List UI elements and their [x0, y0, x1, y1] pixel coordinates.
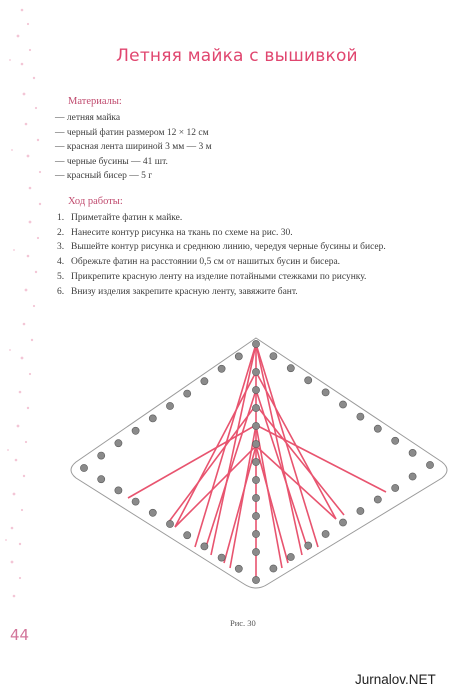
- step-text: Прикрепите красную ленту на изделие потайными стежками по рисунку.: [71, 271, 367, 282]
- bead: [322, 389, 329, 396]
- bead: [235, 353, 242, 360]
- ribbon-line: [256, 344, 318, 547]
- bead: [252, 494, 259, 501]
- materials-item: — летняя майка: [55, 113, 121, 123]
- ribbon-line: [256, 446, 288, 563]
- bead: [218, 365, 225, 372]
- bead: [339, 401, 346, 408]
- bead: [270, 353, 277, 360]
- ribbon-line: [168, 405, 256, 523]
- bead: [98, 476, 105, 483]
- bead: [252, 368, 259, 375]
- bead: [252, 422, 259, 429]
- watermark: Jurnalov.NET: [355, 672, 436, 687]
- step-text: Обрежьте фатин на расстоянии 0,5 см от нашитых бусин и бисера.: [71, 257, 341, 268]
- bead: [409, 473, 416, 480]
- bead: [252, 530, 259, 537]
- ribbon-line: [211, 344, 256, 555]
- bead: [252, 512, 259, 519]
- bead: [235, 565, 242, 572]
- bead: [80, 464, 87, 471]
- bead: [374, 496, 381, 503]
- bead: [149, 415, 156, 422]
- bead: [166, 520, 173, 527]
- bead: [374, 425, 381, 432]
- bead: [409, 449, 416, 456]
- step-text: Внизу изделия закрепите красную ленту, завяжите бант.: [71, 286, 298, 297]
- bead: [201, 543, 208, 550]
- bead: [115, 440, 122, 447]
- materials-item: — красный бисер — 5 г: [55, 171, 153, 181]
- materials-item: — красная лента шириной 3 мм — 3 м: [55, 142, 212, 152]
- bead: [201, 378, 208, 385]
- bead: [252, 576, 259, 583]
- bead: [287, 553, 294, 560]
- article-title: Летняя майка с вышивкой: [116, 46, 358, 66]
- bead: [305, 377, 312, 384]
- figure-caption: Рис. 30: [230, 618, 256, 628]
- materials-item: — черный фатин размером 12 × 12 см: [55, 127, 209, 138]
- page-number: 44: [10, 626, 30, 644]
- bead: [252, 476, 259, 483]
- step-number: 6.: [57, 286, 65, 297]
- bead: [322, 530, 329, 537]
- step-number: 1.: [57, 213, 65, 223]
- bead: [339, 519, 346, 526]
- bead: [357, 413, 364, 420]
- bead: [305, 542, 312, 549]
- bead: [287, 365, 294, 372]
- ribbon-line: [256, 446, 336, 519]
- ribbon-line: [128, 425, 256, 498]
- bead: [132, 498, 139, 505]
- step-number: 4.: [57, 257, 65, 268]
- procedure-heading: Ход работы:: [68, 196, 123, 207]
- bead: [252, 458, 259, 465]
- bead: [252, 548, 259, 555]
- bead: [270, 565, 277, 572]
- bead: [149, 509, 156, 516]
- ribbon-line: [224, 446, 256, 563]
- step-text: Приметайте фатин к майке.: [71, 213, 183, 223]
- bead: [98, 452, 105, 459]
- step-text: Вышейте контур рисунка и среднюю линию, чередуя черные бусины и бисер.: [71, 242, 386, 253]
- step-number: 2.: [57, 227, 65, 238]
- bead: [115, 487, 122, 494]
- bead: [252, 440, 259, 447]
- bead: [252, 404, 259, 411]
- bead: [426, 461, 433, 468]
- bead: [252, 340, 259, 347]
- materials-item: — черные бусины — 41 шт.: [55, 156, 168, 167]
- step-text: Нанесите контур рисунка на ткань по схеме на рис. 30.: [71, 227, 293, 238]
- bead: [392, 437, 399, 444]
- bead: [184, 390, 191, 397]
- bead: [392, 484, 399, 491]
- bead: [132, 427, 139, 434]
- step-number: 5.: [57, 271, 65, 282]
- bead-group: [80, 340, 433, 583]
- bead: [252, 386, 259, 393]
- materials-heading: Материалы:: [68, 96, 122, 107]
- bead: [166, 402, 173, 409]
- bead: [357, 507, 364, 514]
- bead: [184, 532, 191, 539]
- ribbon-line: [256, 344, 302, 555]
- ribbon-line: [256, 425, 386, 492]
- step-number: 3.: [57, 242, 65, 253]
- bead: [218, 554, 225, 561]
